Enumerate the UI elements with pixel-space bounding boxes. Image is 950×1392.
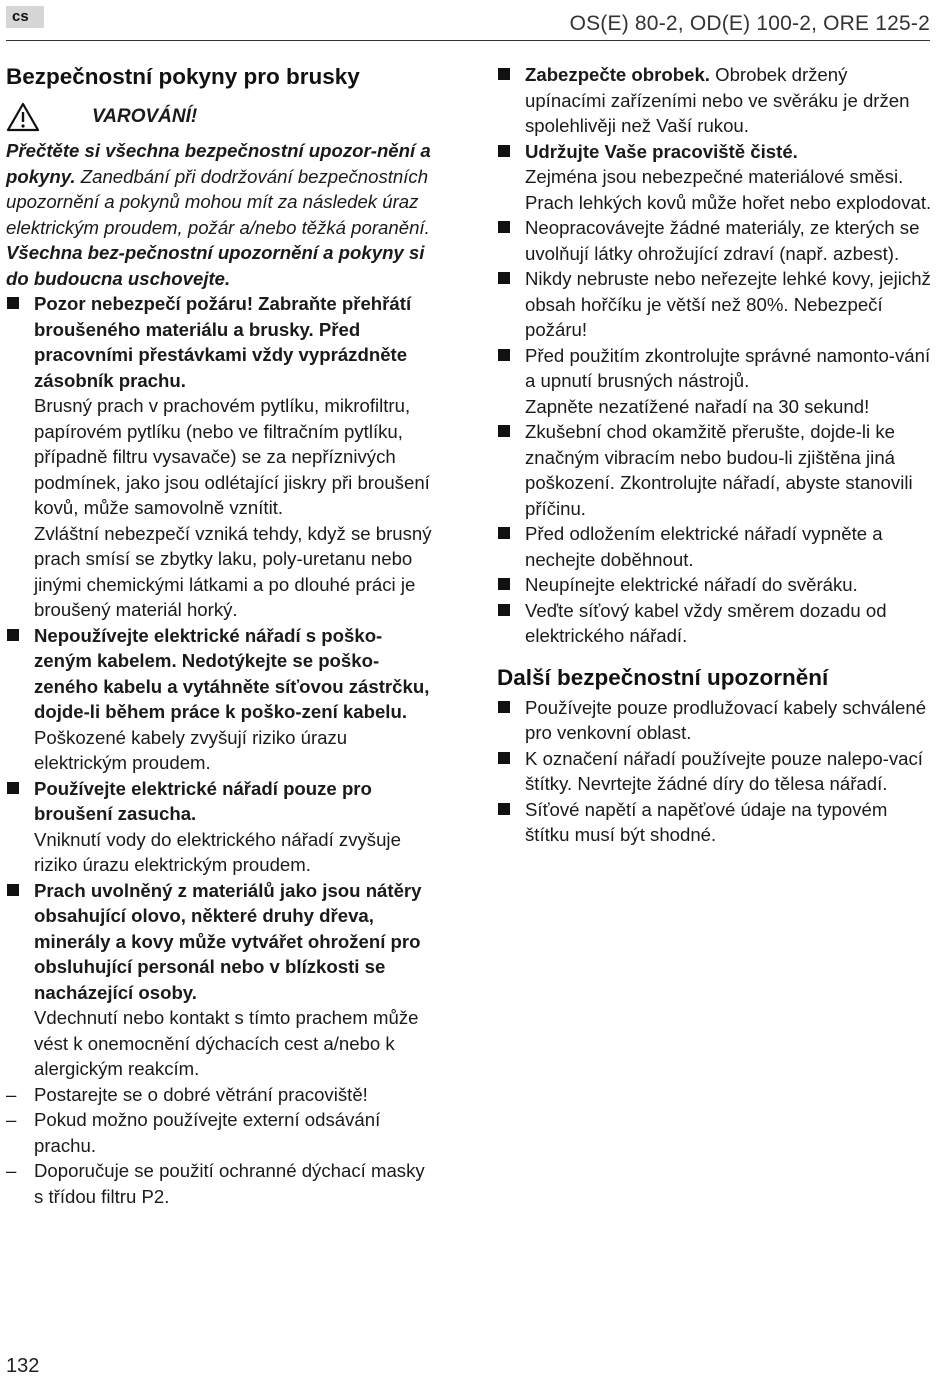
model-title: OS(E) 80-2, OD(E) 100-2, ORE 125-2 (569, 12, 930, 35)
language-tab: cs (6, 6, 44, 28)
list-item (497, 572, 933, 598)
dash-mark: – (6, 1083, 17, 1105)
item-text: Veďte síťový kabel vždy směrem dozadu od elektrického nářadí. (525, 599, 887, 646)
bullet-square-icon (498, 578, 510, 590)
item-text: Zapněte nezatížené nařadí na 30 sekund! (525, 395, 870, 417)
item-text: Používejte pouze prodlužovací kabely schválené pro venkovní oblast. (525, 696, 927, 743)
bullet-square-icon (498, 604, 510, 616)
item-bold-text: Používejte elektrické nářadí pouze pro broušení zasucha. (34, 777, 372, 824)
bullet-square-icon (7, 629, 19, 641)
list-item (497, 343, 933, 420)
dash-item (6, 1107, 438, 1158)
bullet-square-icon (7, 297, 19, 309)
item-bold-text: Pozor nebezpečí požáru! Zabraňte přehřátí broušeného materiálu a brusky. Před pracovními přestávkami vždy vyprázdněte zásobník prachu. (34, 293, 412, 391)
intro-bold-1: Přečtěte si všechna bezpečnostní upozor-nění a pokyny. (6, 140, 431, 187)
bullet-square-icon (498, 425, 510, 437)
bullet-square-icon (498, 221, 510, 233)
list-item (497, 695, 933, 746)
item-text: Vniknutí vody do elektrického nářadí zvyšuje riziko úrazu elektrickým proudem. (34, 828, 401, 875)
item-text: Nikdy nebruste nebo neřezejte lehké kovy, jejichž obsah hořčíku je větší než 80%. Nebezpečí požáru! (525, 268, 931, 340)
item-bold-text: Prach uvolněný z materiálů jako jsou nátěry obsahující olovo, některé druhy dřeva, minerály a kovy může vytvářet ohrožení pro obsluhující personál nebo v blízkosti se nacházející osoby. (34, 879, 422, 1003)
bullet-square-icon (498, 349, 510, 361)
bullet-square-icon (498, 752, 510, 764)
list-item (6, 878, 438, 1082)
item-bold-text: Udržujte Vaše pracoviště čisté. (525, 140, 798, 162)
item-text: Síťové napětí a napěťové údaje na typovém štítku musí být shodné. (525, 798, 888, 845)
item-text: Zvláštní nebezpečí vzniká tehdy, když se brusný prach smísí se zbytky laku, poly-uretanu nebo jinými chemickými látkami a po dlouhé práci je broušený materiál horký. (34, 522, 432, 620)
item-text: Neopracovávejte žádné materiály, ze kterých se uvolňují látky ohrožující zdraví (např. azbest). (525, 217, 920, 264)
item-text: Před odložením elektrické nářadí vypněte a nechejte doběhnout. (525, 523, 883, 570)
dash-item-text: Postarejte se o dobré větrání pracoviště! (34, 1083, 368, 1105)
list-item (497, 746, 933, 797)
dash-mark: – (6, 1160, 17, 1181)
warning-row (6, 100, 438, 134)
item-text: Zejména jsou nebezpečné materiálové směsi. Prach lehkých kovů může hořet nebo explodovat. (525, 166, 932, 213)
bullet-square-icon (498, 701, 510, 713)
list-item (497, 215, 933, 266)
list-item (6, 623, 438, 776)
bullet-square-icon (498, 145, 510, 157)
item-text: Brusný prach v prachovém pytlíku, mikrofiltru, papírovém pytlíku (nebo ve filtračním pytlíku, případně filtru vysavače) se za nepříznivých podmínek, jako jsou odlétající jiskry při broušení kovů, může samovolně vznítit. (34, 395, 430, 518)
item-text: Obrobek držený upínacími zařízeními nebo ve svěráku je držen spolehlivěji než Vaší rukou. (525, 64, 910, 136)
warning-triangle-icon (6, 102, 40, 132)
item-text: Poškozené kabely zvyšují riziko úrazu elektrickým proudem. (34, 726, 348, 773)
dash-item-text: Pokud možno používejte externí odsávání prachu. (34, 1109, 381, 1156)
bullet-square-icon (498, 272, 510, 284)
list-item (497, 797, 933, 848)
bullet-square-icon (498, 68, 510, 80)
section-title: Další bezpečnostní upozornění (497, 664, 829, 690)
dash-item (6, 1082, 438, 1108)
dash-item (6, 1158, 438, 1209)
intro-text (6, 138, 438, 291)
dash-item-text: Doporučuje se použití ochranné dýchací masky s třídou filtru P2. (34, 1160, 425, 1207)
item-text: Před použitím zkontrolujte správné namonto-vání a upnutí brusných nástrojů. (525, 344, 931, 391)
right-column (497, 62, 933, 848)
bullet-square-icon (498, 527, 510, 539)
item-text: Neupínejte elektrické nářadí do svěráku. (525, 574, 858, 595)
list-item (497, 521, 933, 572)
page-number: 132 (6, 1355, 40, 1377)
left-column (6, 62, 438, 1209)
bullet-square-icon (7, 782, 19, 794)
section-title: Bezpečnostní pokyny pro brusky (6, 64, 360, 89)
intro-bold-2: Všechna bez-pečnostní upozornění a pokyny si do budoucna uschovejte. (6, 242, 425, 289)
item-text: K označení nářadí používejte pouze nalepo-vací štítky. Nevrtejte žádné díry do tělesa nářadí. (525, 747, 923, 794)
header-divider (6, 40, 930, 41)
item-bold-text: Zabezpečte obrobek. (525, 64, 710, 85)
item-text: Vdechnutí nebo kontakt s tímto prachem může vést k onemocnění dýchacích cest a/nebo k alergickým reakcím. (34, 1007, 419, 1079)
item-bold-text: Nepoužívejte elektrické nářadí s poško-zeným kabelem. Nedotýkejte se poško-zeného kabelu a vytáhněte síťovou zástrčku, dojde-li během práce k poško-zení kabelu. (34, 624, 430, 722)
dash-mark: – (6, 1109, 17, 1130)
warning-label: VAROVÁNÍ! (92, 106, 198, 128)
list-item (6, 776, 438, 878)
list-item (497, 62, 933, 139)
list-item (497, 419, 933, 521)
list-item (6, 291, 438, 623)
list-item (497, 266, 933, 343)
bullet-square-icon (7, 884, 19, 896)
bullet-square-icon (498, 803, 510, 815)
list-item (497, 598, 933, 649)
intro-text-1: Zanedbání při dodržování bezpečnostních upozornění a pokynů mohou mít za následek úraz elektrickým proudem, požár a/nebo těžká poranění. (6, 165, 430, 238)
item-text: Zkušební chod okamžitě přerušte, dojde-li ke značným vibracím nebo budou-li zjištěna jiná poškození. Zkontrolujte nářadí, abyste stanovili příčinu. (525, 421, 913, 519)
list-item (497, 139, 933, 216)
